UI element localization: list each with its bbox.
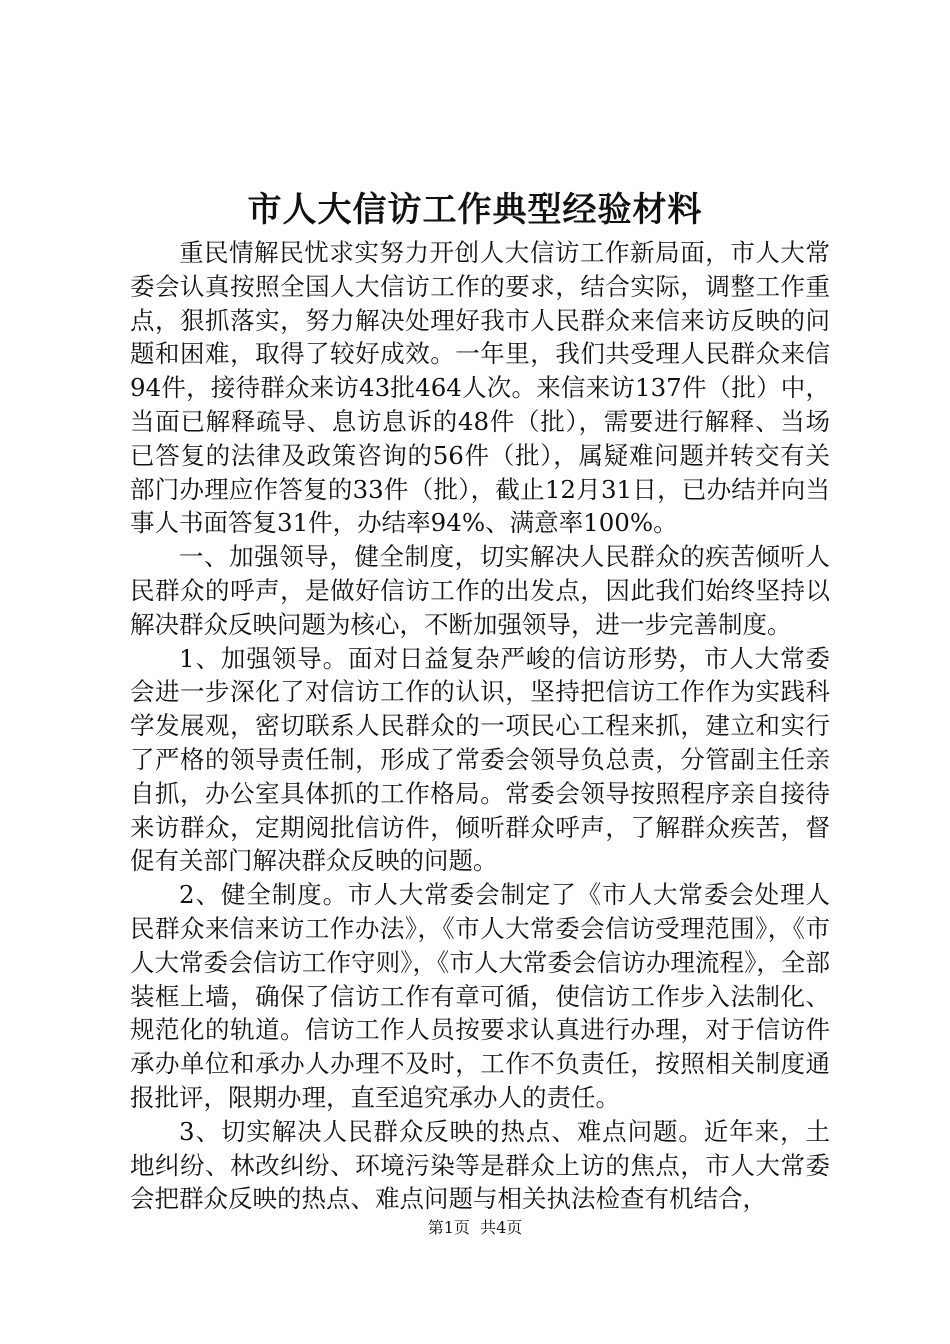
document-title: 市人大信访工作典型经验材料 [247, 190, 703, 230]
paragraph-intro: 重民情解民忧求实努力开创人大信访工作新局面，市人大常委会认真按照全国人大信访工作的要求，结合实际，调整工作重点，狠抓落实，努力解决处理好我市人民群众来信来访反映的问题和困难，取得了较好成效。一年里，我们共受理人民群众来信94件，接待群众来访43批464人次。来信来访137件（批）中，当面已解释疏导、息访息诉的48件（批），需要进行解释、当场已答复的法律及政策咨询的56件（批），属疑难问题并转交有关部门办理应作答复的33件（批），截止12月31日，已办结并向当事人书面答复31件，办结率94%、满意率100%。 [130, 238, 830, 538]
paragraph-item-3: 3、切实解决人民群众反映的热点、难点问题。近年来，土地纠纷、林改纠纷、环境污染等是群众上访的焦点，市人大常委会把群众反映的热点、难点问题与相关执法检查有机结合， [130, 1116, 830, 1214]
paragraph-section-1: 一、加强领导，健全制度，切实解决人民群众的疾苦倾听人民群众的呼声，是做好信访工作的出发点，因此我们始终坚持以解决群众反映问题为核心，不断加强领导，进一步完善制度。 [130, 542, 830, 639]
paragraph-item-2: 2、健全制度。市人大常委会制定了《市人大常委会处理人民群众来信来访工作办法》，《市人大常委会信访受理范围》，《市人大常委会信访工作守则》，《市人大常委会信访办理流程》，全部装框上墙，确保了信访工作有章可循，使信访工作步入法制化、规范化的轨道。信访工作人员按要求认真进行办理，对于信访件承办单位和承办人办理不及时，工作不负责任，按照相关制度通报批评，限期办理，直至追究承办人的责任。 [130, 880, 830, 1112]
document-body [130, 236, 830, 1216]
page-number-footer: 第1页 共4页 [427, 1218, 523, 1237]
paragraph-item-1: 1、加强领导。面对日益复杂严峻的信访形势，市人大常委会进一步深化了对信访工作的认识，坚持把信访工作作为实践科学发展观，密切联系人民群众的一项民心工程来抓，建立和实行了严格的领导责任制，形成了常委会领导负总责，分管副主任亲自抓，办公室具体抓的工作格局。常委会领导按照程序亲自接待来访群众，定期阅批信访件，倾听群众呼声，了解群众疾苦，督促有关部门解决群众反映的问题。 [130, 643, 830, 876]
